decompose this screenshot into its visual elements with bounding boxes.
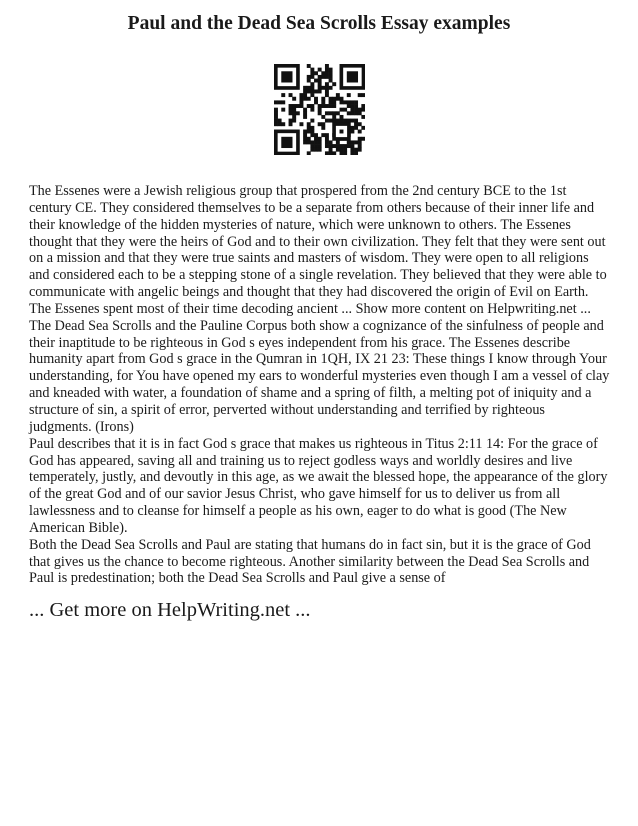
paragraph: Paul describes that it is in fact God s grace that makes us righteous in Titus 2:11 14: For the grace of God has appeared, saving all and training us to reject godless ways and worldly desires and live temperately, justly, and devoutly in this age, as we await the blessed hope, the appearance of the glory of the great God and of our savior Jesus Christ, who gave himself for us to deliver us from all lawlessness and to cleanse for himself a people as his own, eager to do what is good (The New American Bible). — [29, 435, 608, 536]
paragraph: The Essenes were a Jewish religious group that prospered from the 2nd century BCE to the 1st century CE. They considered themselves to be a separate from others because of their inner life and their knowledge of the hidden mysteries of nature, which were unknown to others. The Essenes thought that they were the heirs of God and to their own civilization. They felt that they were sent out on a mission and that they were true saints and masters of wisdom. They were open to all religions and considered each to be a stepping stone of a single revelation. They believed that they were able to communicate with angelic beings and thought that they had discovered the origin of Evil on Earth. The Essenes spent most of their time decoding ancient ... Show more content on Helpwriting.net ... — [29, 183, 607, 317]
document-title: Paul and the Dead Sea Scrolls Essay examples — [127, 13, 511, 34]
qr-code — [274, 64, 365, 155]
paragraph: The Dead Sea Scrolls and the Pauline Corpus both show a cognizance of the sinfulness of people and their inaptitude to be righteous in God s eyes independent from his grace. The Essenes describe humanity apart from God s grace in the Qumran in 1QH, IX 21 23: These things I know through Your understanding, for You have opened my ears to wonderful mysteries even though I am a vessel of clay and kneaded with water, a foundation of shame and a spring of filth, a melting pot of iniquity and a structure of sin, a spirit of error, perverted without understanding and terrified by righteous judgments. (Irons) — [29, 317, 610, 435]
get-more-link[interactable]: ... Get more on HelpWriting.net ... — [29, 599, 311, 621]
paragraph: Both the Dead Sea Scrolls and Paul are stating that humans do in fact sin, but it is the grace of God that gives us the chance to become righteous. Another similarity between the Dead Sea Scrolls and Paul is predestination; both the Dead Sea Scrolls and Paul give a sense of — [29, 536, 591, 587]
document-body — [29, 183, 611, 587]
